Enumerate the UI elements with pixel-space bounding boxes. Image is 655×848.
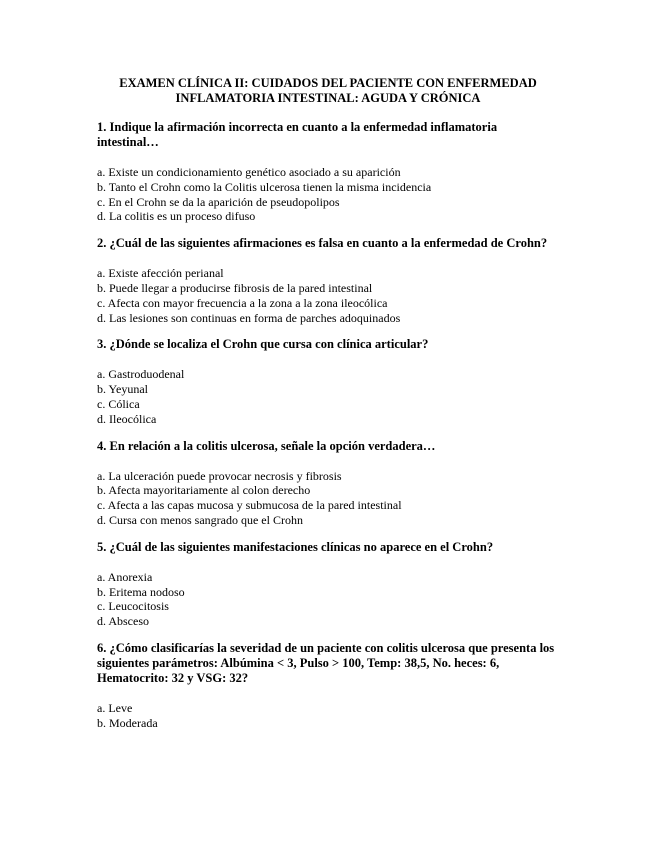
question-4 — [97, 439, 559, 528]
exam-title-line-2: INFLAMATORIA INTESTINAL: AGUDA Y CRÓNICA — [175, 91, 481, 105]
answer-option-c: c. En el Crohn se da la aparición de pseudopolipos — [97, 194, 340, 209]
answer-option-b: b. Puede llegar a producirse fibrosis de la pared intestinal — [97, 280, 373, 295]
answer-option-d: d. La colitis es un proceso difuso — [97, 209, 256, 224]
question-6 — [97, 641, 559, 731]
question-text: 5. ¿Cuál de las siguientes manifestaciones clínicas no aparece en el Crohn? — [97, 539, 494, 554]
answer-option-d: d. Ileocólica — [97, 411, 157, 426]
question-2 — [97, 236, 559, 325]
exam-title-line-1: EXAMEN CLÍNICA II: CUIDADOS DEL PACIENTE CON ENFERMEDAD — [119, 76, 537, 90]
question-5 — [97, 540, 559, 629]
answer-option-a: a. Leve — [97, 700, 133, 715]
answer-option-a: a. Existe afección perianal — [97, 266, 224, 281]
answer-option-d: d. Absceso — [97, 614, 149, 629]
answer-option-c: c. Cólica — [97, 396, 140, 411]
answer-option-a: a. Existe un condicionamiento genético asociado a su aparición — [97, 165, 401, 179]
answer-option-c: c. Afecta a las capas mucosa y submucosa de la pared intestinal — [97, 498, 402, 513]
question-1 — [97, 120, 559, 224]
answer-option-b: b. Tanto el Crohn como la Colitis ulcerosa tienen la misma incidencia — [97, 179, 432, 194]
question-3 — [97, 337, 559, 426]
answer-options — [97, 165, 559, 224]
question-text: 6. ¿Cómo clasificarías la severidad de un paciente con colitis ulcerosa que presenta los siguientes parámetros: Albúmina < 3, Pulso > 100, Temp: 38,5, No. heces: 6, Hematocrito: 32 y VSG: 32? — [97, 640, 555, 685]
answer-option-c: c. Leucocitosis — [97, 599, 169, 614]
exam-title — [97, 76, 559, 106]
question-text: 2. ¿Cuál de las siguientes afirmaciones es falsa en cuanto a la enfermedad de Crohn? — [97, 236, 548, 251]
answer-options — [97, 570, 559, 629]
answer-option-b: b. Afecta mayoritariamente al colon derecho — [97, 483, 311, 498]
answer-option-a: a. La ulceración puede provocar necrosis y fibrosis — [97, 468, 342, 483]
answer-options — [97, 266, 559, 325]
answer-options — [97, 469, 559, 528]
answer-option-b: b. Yeyunal — [97, 382, 149, 397]
answer-option-b: b. Moderada — [97, 715, 158, 730]
answer-option-c: c. Afecta con mayor frecuencia a la zona a la zona ileocólica — [97, 295, 388, 310]
exam-document — [97, 76, 559, 743]
question-text: 3. ¿Dónde se localiza el Crohn que cursa con clínica articular? — [97, 337, 429, 352]
answer-option-b: b. Eritema nodoso — [97, 584, 185, 599]
answer-options — [97, 367, 559, 426]
answer-option-d: d. Las lesiones son continuas en forma de parches adoquinados — [97, 310, 401, 325]
question-text: 4. En relación a la colitis ulcerosa, señale la opción verdadera… — [97, 438, 436, 453]
answer-option-a: a. Anorexia — [97, 569, 153, 584]
answer-option-a: a. Gastroduodenal — [97, 367, 185, 382]
answer-option-d: d. Cursa con menos sangrado que el Crohn — [97, 512, 303, 527]
answer-options — [97, 701, 559, 731]
question-text: 1. Indique la afirmación incorrecta en cuanto a la enfermedad inflamatoria intestinal… — [97, 120, 498, 149]
